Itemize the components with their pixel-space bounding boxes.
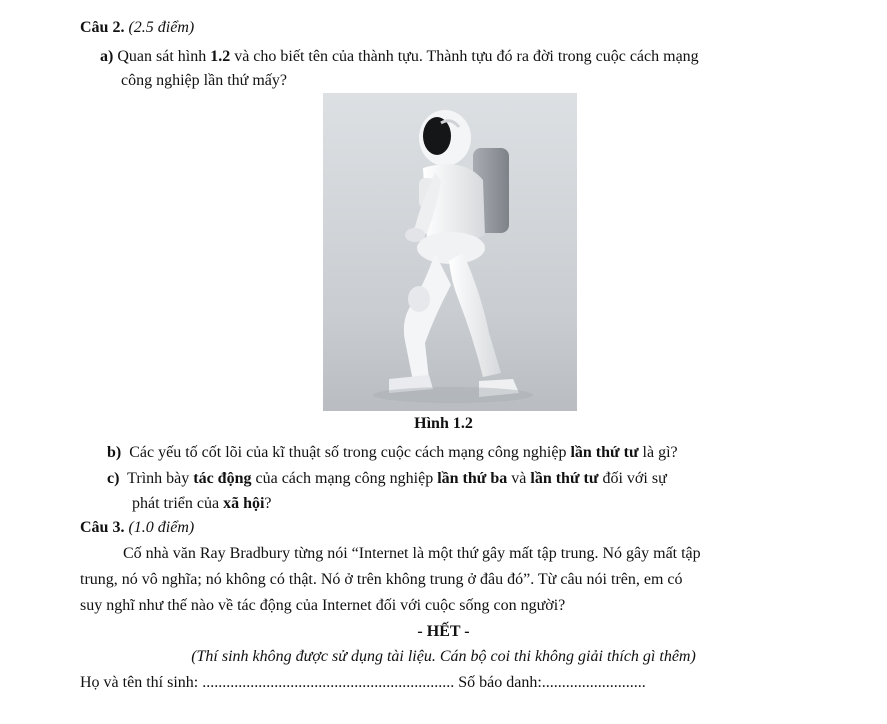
- question-2c-continued: phát triển của xã hội?: [132, 495, 272, 512]
- exam-note: (Thí sinh không được sử dụng tài liệu. Cán bộ coi thi không giải thích gì thêm): [191, 648, 696, 665]
- marker-a: a): [100, 48, 114, 65]
- question-3-line-3: suy nghĩ như thế nào về tác động của Internet đối với cuộc sống con người?: [80, 597, 566, 614]
- question-2a: a) Quan sát hình 1.2 và cho biết tên của thành tựu. Thành tựu đó ra đời trong cuộc cách mạng: [100, 48, 699, 65]
- question-2-points: (2.5 điểm): [128, 19, 195, 36]
- question-2c: c) Trình bày tác động của cách mạng công nghiệp lần thứ ba và lần thứ tư đối với sự: [107, 470, 667, 487]
- question-3-points: (1.0 điểm): [128, 519, 195, 536]
- end-mark: - HẾT -: [417, 623, 470, 640]
- marker-b: b): [107, 444, 122, 461]
- question-3-line-2: trung, nó vô nghĩa; nó không có thật. Nó ở trên không trung ở đâu đó”. Từ câu nói trên, em có: [80, 571, 683, 588]
- candidate-id-label: Số báo danh:: [454, 674, 542, 691]
- candidate-name-label: Họ và tên thí sinh:: [80, 674, 203, 691]
- robot-figure-image: [323, 93, 577, 411]
- question-2a-continued: công nghiệp lần thứ mấy?: [121, 72, 287, 89]
- question-3-label: Câu 3.: [80, 519, 125, 536]
- question-3-line-1: Cố nhà văn Ray Bradbury từng nói “Internet là một thứ gây mất tập trung. Nó gây mất tập: [123, 545, 701, 562]
- question-2b: b) Các yếu tố cốt lõi của kĩ thuật số trong cuộc cách mạng công nghiệp lần thứ tư là gì?: [107, 444, 678, 461]
- figure-caption: Hình 1.2: [414, 415, 473, 432]
- candidate-id-field[interactable]: ..........................: [541, 674, 646, 691]
- question-2-label: Câu 2.: [80, 19, 125, 36]
- candidate-name-field[interactable]: ...............................................................: [202, 674, 455, 691]
- candidate-info-line: [80, 673, 646, 693]
- marker-c: c): [107, 470, 120, 487]
- question-3-heading: [80, 518, 194, 538]
- question-2-heading: [80, 18, 194, 38]
